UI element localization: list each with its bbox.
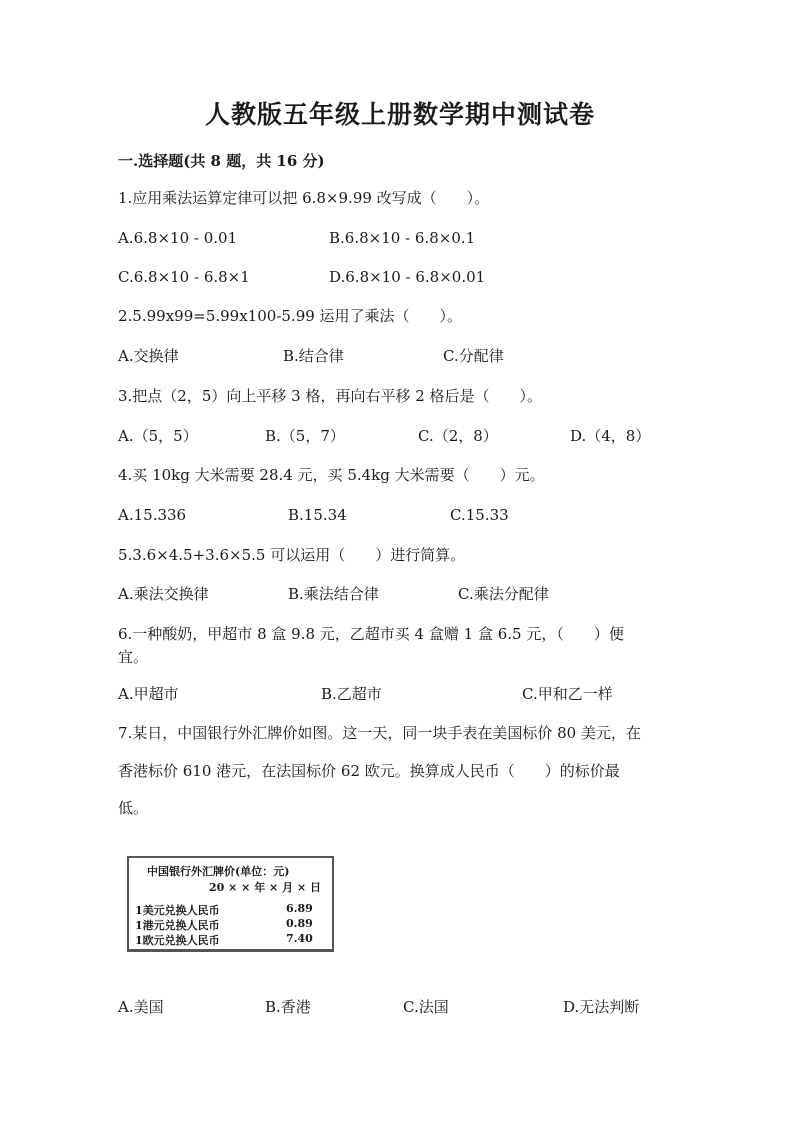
question-6-option-c[interactable]: C.甲和乙一样 [522,685,613,703]
question-3-option-b[interactable]: B.（5，7） [265,427,345,445]
rate-row-label: 1欧元兑换人民币 [135,934,220,947]
question-2-option-c[interactable]: C.分配律 [443,347,504,365]
question-6-stem-line-2: 宜。 [118,648,149,666]
question-1-option-a[interactable]: A.6.8×10 - 0.01 [118,229,238,247]
question-7-option-c[interactable]: C.法国 [403,998,449,1016]
exchange-rate-table [127,856,334,952]
question-5-option-c[interactable]: C.乘法分配律 [458,585,549,603]
question-3-option-d[interactable]: D.（4，8） [570,427,651,445]
question-5-stem: 5.3.6×4.5+3.6×5.5 可以运用（ ）进行简算。 [118,546,466,564]
question-7-option-a[interactable]: A.美国 [118,998,164,1016]
question-1-stem: 1.应用乘法运算定律可以把 6.8×9.99 改写成（ ）。 [118,189,490,207]
question-4-option-b[interactable]: B.15.34 [288,506,347,524]
question-7-stem-line-1: 7.某日，中国银行外汇牌价如图。这一天，同一块手表在美国标价 80 美元，在 [118,724,641,742]
question-2-option-b[interactable]: B.结合律 [283,347,344,365]
rate-table-date: 20 × × 年 × 月 × 日 [209,881,321,894]
rate-row-value: 7.40 [286,932,313,945]
rate-row-label: 1港元兑换人民币 [135,919,220,932]
question-2-stem: 2.5.99x99=5.99x100-5.99 运用了乘法（ ）。 [118,307,463,325]
question-7-option-d[interactable]: D.无法判断 [563,998,640,1016]
question-1-option-c[interactable]: C.6.8×10 - 6.8×1 [118,268,250,286]
question-1-option-b[interactable]: B.6.8×10 - 6.8×0.1 [329,229,476,247]
question-5-option-a[interactable]: A.乘法交换律 [118,585,209,603]
question-6-option-a[interactable]: A.甲超市 [118,685,179,703]
question-1-option-d[interactable]: D.6.8×10 - 6.8×0.01 [329,268,486,286]
rate-row-value: 0.89 [286,917,313,930]
question-7-stem-line-2: 香港标价 610 港元，在法国标价 62 欧元。换算成人民币（ ）的标价最 [118,762,620,780]
question-6-option-b[interactable]: B.乙超市 [321,685,382,703]
page-title: 人教版五年级上册数学期中测试卷 [204,100,595,129]
question-3-option-c[interactable]: C.（2，8） [418,427,498,445]
question-3-stem: 3.把点（2，5）向上平移 3 格，再向右平移 2 格后是（ ）。 [118,387,543,405]
question-6-stem-line-1: 6.一种酸奶，甲超市 8 盒 9.8 元，乙超市买 4 盒赠 1 盒 6.5 元，（ ）便 [118,625,624,643]
question-5-option-b[interactable]: B.乘法结合律 [288,585,379,603]
rate-table-header: 中国银行外汇牌价(单位：元) [147,865,290,878]
section-heading: 一.选择题(共 8 题，共 16 分) [118,152,325,170]
rate-row-label: 1美元兑换人民币 [135,904,220,917]
question-7-option-b[interactable]: B.香港 [265,998,311,1016]
question-4-option-c[interactable]: C.15.33 [450,506,509,524]
question-2-option-a[interactable]: A.交换律 [118,347,179,365]
question-3-option-a[interactable]: A.（5，5） [118,427,198,445]
question-4-stem: 4.买 10kg 大米需要 28.4 元，买 5.4kg 大米需要（ ）元。 [118,466,545,484]
question-7-stem-line-3: 低。 [118,799,149,817]
rate-row-value: 6.89 [286,902,313,915]
question-4-option-a[interactable]: A.15.336 [118,506,187,524]
